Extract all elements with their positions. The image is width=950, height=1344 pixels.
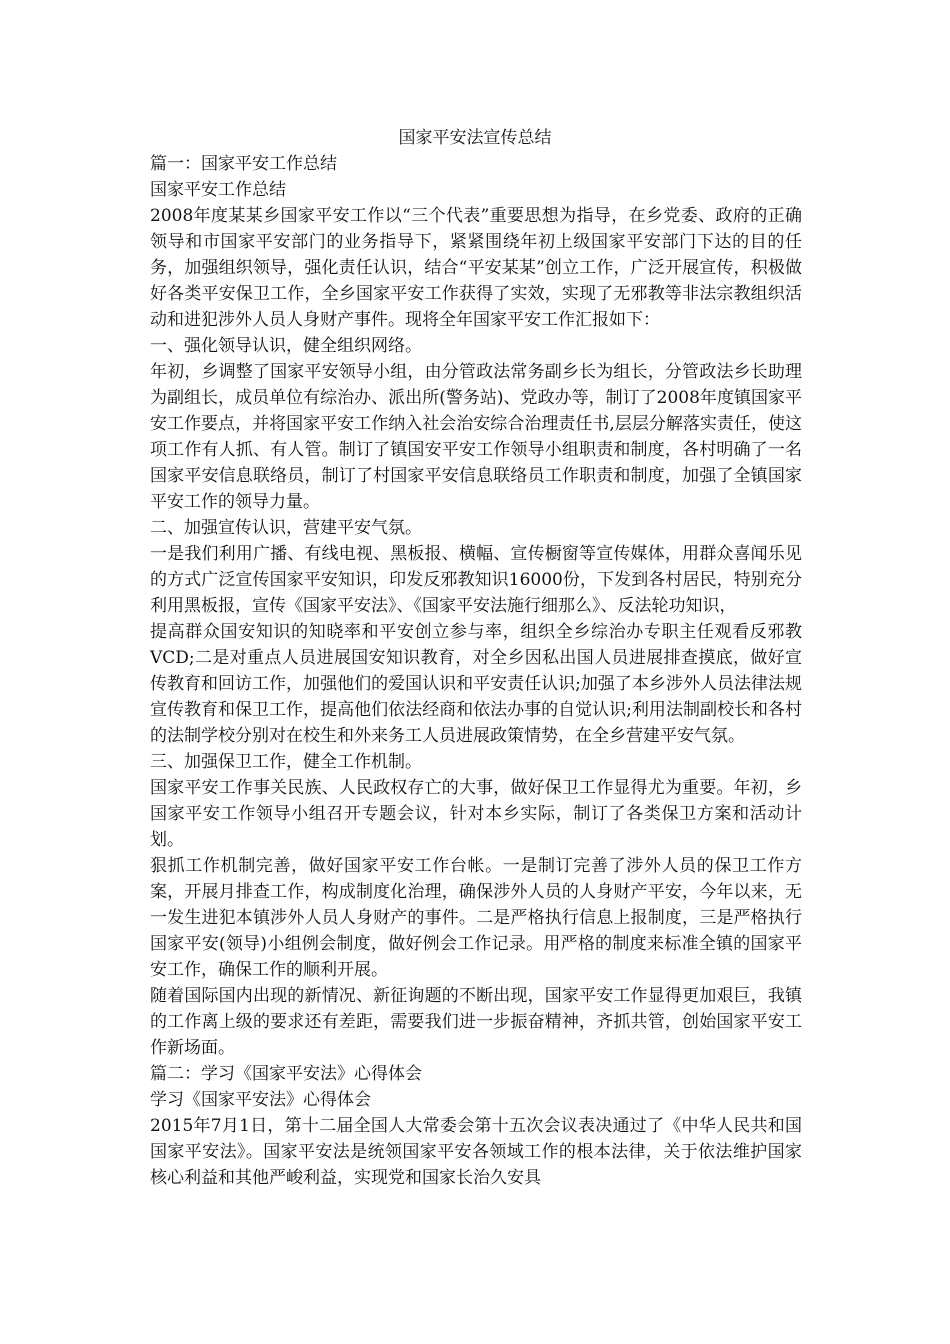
section-heading: 三、加强保卫工作，健全工作机制。 (150, 752, 422, 772)
section-heading: 篇一：国家平安工作总结 (150, 154, 337, 174)
paragraph: 年初，乡调整了国家平安领导小组，由分管政法常务副乡长为组长，分管政法乡长助理为副组长，成员单位有综治办、派出所(警务站)、党政办等，制订了2008年度镇国家平安工作要点，并将国家平安工作纳入社会治安综合治理责任书,层层分解落实责任，使这项工作有人抓、有人管。制订了镇国安平安工作领导小组职责和制度，各村明确了一名国家平安信息联络员，制订了村国家平安信息联络员工作职责和制度，加强了全镇国家平安工作的领导力量。 (150, 362, 802, 512)
paragraph: 提高群众国安知识的知晓率和平安创立参与率，组织全乡综治办专职主任观看反邪教VCD;二是对重点人员进展国安知识教育，对全乡因私出国人员进展排查摸底，做好宣传教育和回访工作，加强他们的爱国认识和平安责任认识;加强了本乡涉外人员法律法规宣传教育和保卫工作，提高他们依法经商和依法办事的自觉认识;利用法制副校长和各村的法制学校分别对在校生和外来务工人员进展政策情势，在全乡营建平安气氛。 (150, 622, 802, 746)
section-heading: 二、加强宣传认识，营建平安气氛。 (150, 518, 422, 538)
paragraph: 国家平安工作事关民族、人民政权存亡的大事，做好保卫工作显得尤为重要。年初，乡国家平安工作领导小组召开专题会议，针对本乡实际，制订了各类保卫方案和活动计划。 (150, 778, 802, 850)
section-heading: 篇二：学习《国家平安法》心得体会 (150, 1064, 422, 1084)
document-body (150, 151, 802, 1191)
subheading: 学习《国家平安法》心得体会 (150, 1090, 371, 1110)
paragraph: 2015年7月1日，第十二届全国人大常委会第十五次会议表决通过了《中华人民共和国国家平安法》。国家平安法是统领国家平安各领域工作的根本法律，关于依法维护国家核心利益和其他严峻利益，实现党和国家长治久安具 (150, 1116, 802, 1188)
section-heading: 一、强化领导认识，健全组织网络。 (150, 336, 422, 356)
paragraph: 狠抓工作机制完善，做好国家平安工作台帐。一是制订完善了涉外人员的保卫工作方案，开展月排查工作，构成制度化治理，确保涉外人员的人身财产平安，今年以来，无一发生进犯本镇涉外人员人身财产的事件。二是严格执行信息上报制度，三是严格执行国家平安(领导)小组例会制度，做好例会工作记录。用严格的制度来标准全镇的国家平安工作，确保工作的顺利开展。 (150, 856, 802, 980)
paragraph: 一是我们利用广播、有线电视、黑板报、横幅、宣传橱窗等宣传媒体，用群众喜闻乐见的方式广泛宣传国家平安知识，印发反邪教知识16000份，下发到各村居民，特别充分利用黑板报，宣传《国家平安法》、《国家平安法施行细那么》、反法轮功知识， (150, 544, 802, 616)
paragraph: 2008年度某某乡国家平安工作以“三个代表”重要思想为指导，在乡党委、政府的正确领导和市国家平安部门的业务指导下，紧紧围绕年初上级国家平安部门下达的目的任务，加强组织领导，强化责任认识，结合“平安某某”创立工作，广泛开展宣传，积极做好各类平安保卫工作，全乡国家平安工作获得了实效，实现了无邪教等非法宗教组织活动和进犯涉外人员人身财产事件。现将全年国家平安工作汇报如下： (150, 206, 802, 330)
document-title: 国家平安法宣传总结 (398, 128, 552, 148)
paragraph: 随着国际国内出现的新情况、新征询题的不断出现，国家平安工作显得更加艰巨，我镇的工作离上级的要求还有差距，需要我们进一步振奋精神，齐抓共管，创始国家平安工作新场面。 (150, 986, 802, 1058)
subheading: 国家平安工作总结 (150, 180, 286, 200)
